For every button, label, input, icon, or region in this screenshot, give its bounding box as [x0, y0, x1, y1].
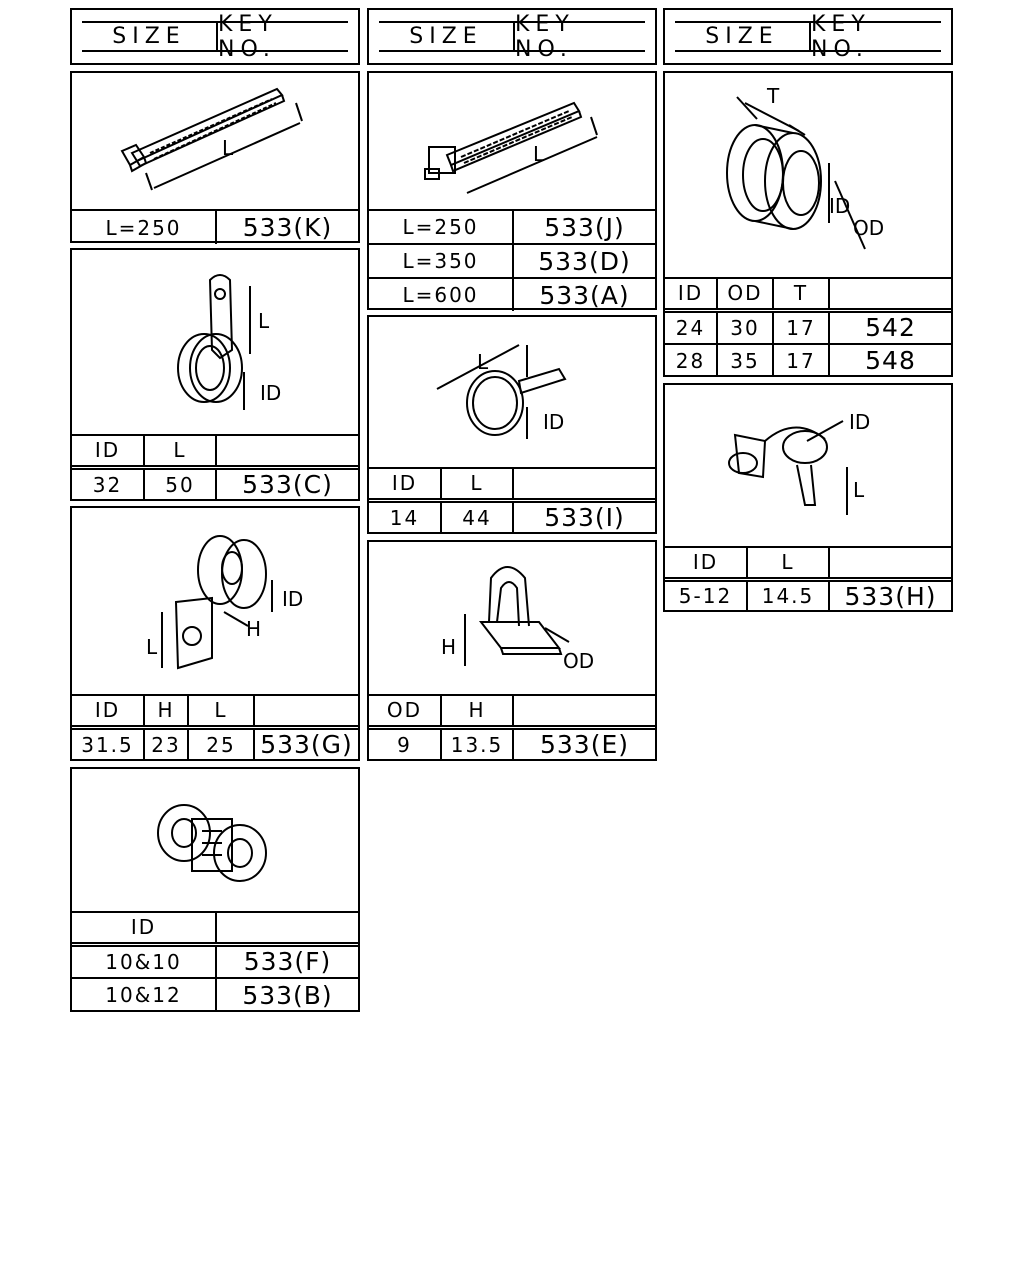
- key-cell: 542: [829, 310, 951, 344]
- l-cell: 25: [188, 727, 254, 760]
- label-l: L: [146, 635, 158, 659]
- col-h: H: [144, 695, 188, 727]
- col-key: [513, 695, 655, 727]
- col-key: [216, 435, 358, 467]
- header-size: SIZE: [675, 23, 811, 50]
- label-l: L: [533, 142, 545, 166]
- label-l: L: [258, 309, 270, 333]
- col-id: ID: [72, 912, 216, 944]
- id-cell: 24: [665, 310, 717, 344]
- label-l: L: [853, 478, 865, 502]
- label-id: ID: [829, 194, 851, 218]
- label-id: ID: [543, 410, 565, 434]
- od-cell: 35: [717, 344, 773, 376]
- key-cell: 533(G): [254, 727, 358, 760]
- part-clamp-g: [70, 506, 360, 761]
- col-t: T: [773, 278, 829, 310]
- part-clip-h: [663, 383, 953, 612]
- col-key: [254, 695, 358, 727]
- col-id: ID: [369, 468, 441, 500]
- od-cell: 30: [717, 310, 773, 344]
- key-cell: 533(H): [829, 579, 951, 611]
- key-cell: 533(J): [513, 210, 655, 244]
- key-cell: 533(I): [513, 500, 655, 533]
- key-cell: 533(B): [216, 978, 358, 1011]
- key-cell: 533(D): [513, 244, 655, 278]
- label-h: H: [246, 617, 262, 641]
- col-od: OD: [369, 695, 441, 727]
- id-cell: 32: [72, 467, 144, 500]
- col-key: [829, 278, 951, 310]
- key-cell: 533(F): [216, 944, 358, 978]
- part-clamp-i: [367, 315, 657, 534]
- col-od: OD: [717, 278, 773, 310]
- header-size: SIZE: [379, 23, 515, 50]
- label-h: H: [441, 635, 457, 659]
- part-cable-tie-jda: [367, 71, 657, 310]
- header-size: SIZE: [82, 23, 218, 50]
- label-id: ID: [260, 381, 282, 405]
- col-l: L: [441, 468, 513, 500]
- col-h: H: [441, 695, 513, 727]
- col-key: [216, 912, 358, 944]
- label-t: T: [767, 84, 780, 108]
- id-cell: 14: [369, 500, 441, 533]
- h-cell: 13.5: [441, 727, 513, 760]
- label-l: L: [477, 350, 489, 374]
- id-cell: 10&10: [72, 944, 216, 978]
- part-clip-e: [367, 540, 657, 761]
- size-cell: L=250: [369, 210, 513, 244]
- part-grommet: [663, 71, 953, 377]
- col-id: ID: [72, 435, 144, 467]
- l-cell: 14.5: [747, 579, 829, 611]
- label-id: ID: [849, 410, 871, 434]
- clamp-illustration: [369, 317, 655, 467]
- clip-illustration: [72, 769, 358, 911]
- key-cell: 533(E): [513, 727, 655, 760]
- size-cell: L=250: [72, 210, 216, 244]
- l-cell: 50: [144, 467, 216, 500]
- header-col-3: [663, 8, 953, 65]
- label-od: OD: [563, 649, 595, 673]
- col-l: L: [747, 547, 829, 579]
- key-cell: 533(A): [513, 278, 655, 311]
- header-key-no: KEY NO.: [218, 11, 278, 62]
- id-cell: 10&12: [72, 978, 216, 1011]
- t-cell: 17: [773, 310, 829, 344]
- part-clip-fb: [70, 767, 360, 1012]
- col-key: [829, 547, 951, 579]
- clamp-illustration: [72, 250, 358, 434]
- id-cell: 31.5: [72, 727, 144, 760]
- part-cable-tie-k: [70, 71, 360, 243]
- clip-illustration: [369, 542, 655, 694]
- id-cell: 28: [665, 344, 717, 376]
- header-col-2: [367, 8, 657, 65]
- col-id: ID: [665, 278, 717, 310]
- header-key-no: KEY NO.: [811, 11, 871, 62]
- cable-tie-illustration: [72, 73, 358, 209]
- part-clamp-c: [70, 248, 360, 501]
- h-cell: 23: [144, 727, 188, 760]
- label-l: L: [222, 136, 234, 160]
- col-l: L: [144, 435, 216, 467]
- label-od: OD: [853, 216, 885, 240]
- key-cell: 533(K): [216, 210, 358, 244]
- t-cell: 17: [773, 344, 829, 376]
- l-cell: 44: [441, 500, 513, 533]
- od-cell: 9: [369, 727, 441, 760]
- label-id: ID: [282, 587, 304, 611]
- col-l: L: [188, 695, 254, 727]
- col-id: ID: [72, 695, 144, 727]
- id-cell: 5-12: [665, 579, 747, 611]
- col-id: ID: [665, 547, 747, 579]
- header-key-no: KEY NO.: [515, 11, 575, 62]
- clamp-illustration: [72, 508, 358, 694]
- col-key: [513, 468, 655, 500]
- key-cell: 533(C): [216, 467, 358, 500]
- cable-tie-illustration: [369, 73, 655, 209]
- clip-illustration: [665, 385, 951, 546]
- size-cell: L=600: [369, 278, 513, 311]
- key-cell: 548: [829, 344, 951, 376]
- header-col-1: [70, 8, 360, 65]
- grommet-illustration: [665, 73, 951, 277]
- size-cell: L=350: [369, 244, 513, 278]
